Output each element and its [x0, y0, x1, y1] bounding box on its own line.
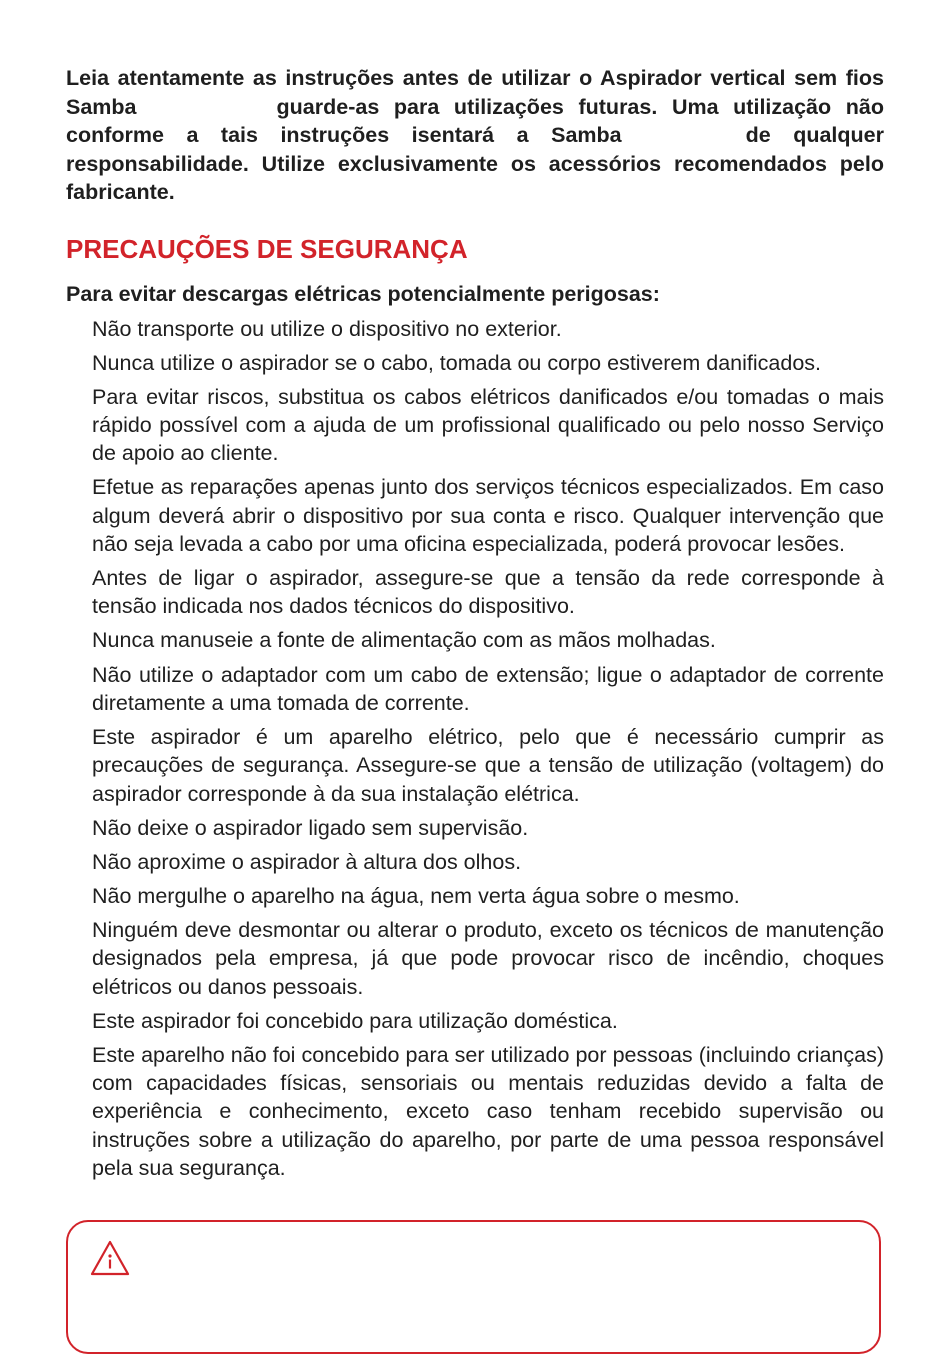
list-item: Este aspirador é um aparelho elétrico, pelo que é necessário cumprir as precauções de segurança. Assegure-se que a tensão de utilização (voltagem) do aspirador corresponde à da sua instalação elétrica. — [92, 724, 884, 806]
intro-text-2: guarde-as para utilizações futuras. Uma utilização não conforme a tais instruções isentará a Samba — [66, 94, 884, 147]
manual-page — [66, 64, 884, 1188]
list-item: Não utilize o adaptador com um cabo de extensão; ligue o adaptador de corrente diretamente a uma tomada de corrente. — [92, 662, 884, 715]
section-subtitle: Para evitar descargas elétricas potencialmente perigosas: — [66, 281, 660, 306]
intro-text-1: Leia atentamente as instruções antes de utilizar o Aspirador vertical sem fios Samba — [66, 66, 884, 119]
warning-triangle-icon — [90, 1240, 130, 1276]
list-item: Nunca utilize o aspirador se o cabo, tomada ou corpo estiverem danificados. — [92, 350, 822, 375]
list-item: Nunca manuseie a fonte de alimentação com as mãos molhadas. — [92, 628, 716, 653]
list-item: Este aparelho não foi concebido para ser utilizado por pessoas (incluindo crianças) com capacidades físicas, sensoriais ou mentais reduzidas devido a falta de experiência e conhecimento, exceto caso tenham recebido supervisão ou instruções sobre a utilização do aparelho, por parte de uma pessoa responsável pela sua segurança. — [92, 1042, 884, 1180]
list-item: Não deixe o aspirador ligado sem supervisão. — [92, 815, 529, 840]
list-item: Efetue as reparações apenas junto dos serviços técnicos especializados. Em caso algum deverá abrir o dispositivo por sua conta e risco. Qualquer intervenção que não seja levada a cabo por uma oficina especializada, poderá provocar lesões. — [92, 475, 884, 556]
intro-text-3: de qualquer responsabilidade. Utilize exclusivamente os acessórios recomendados pelo fabricante. — [66, 123, 884, 204]
list-item: Este aspirador foi concebido para utilização doméstica. — [92, 1008, 618, 1033]
list-item: Não aproxime o aspirador à altura dos olhos. — [92, 849, 522, 874]
list-item: Antes de ligar o aspirador, assegure-se que a tensão da rede corresponde à tensão indicada nos dados técnicos do dispositivo. — [92, 566, 884, 619]
list-item: Ninguém deve desmontar ou alterar o produto, exceto os técnicos de manutenção designados pela empresa, já que pode provocar risco de incêndio, choques elétricos ou danos pessoais. — [92, 917, 884, 999]
section-title: PRECAUÇÕES DE SEGURANÇA — [66, 233, 468, 264]
intro-paragraph — [66, 64, 884, 207]
precautions-list — [66, 315, 884, 1183]
redacted-gap — [137, 113, 277, 114]
list-item: Não transporte ou utilize o dispositivo no exterior. — [92, 316, 562, 341]
list-item: Para evitar riscos, substitua os cabos elétricos danificados e/ou tomadas o mais rápido possível com a ajuda de um profissional qualificado ou pelo nosso Serviço de apoio ao cliente. — [92, 384, 884, 466]
list-item: Não mergulhe o aparelho na água, nem verta água sobre o mesmo. — [92, 883, 740, 908]
redacted-gap — [622, 141, 746, 142]
warning-box — [66, 1220, 881, 1354]
